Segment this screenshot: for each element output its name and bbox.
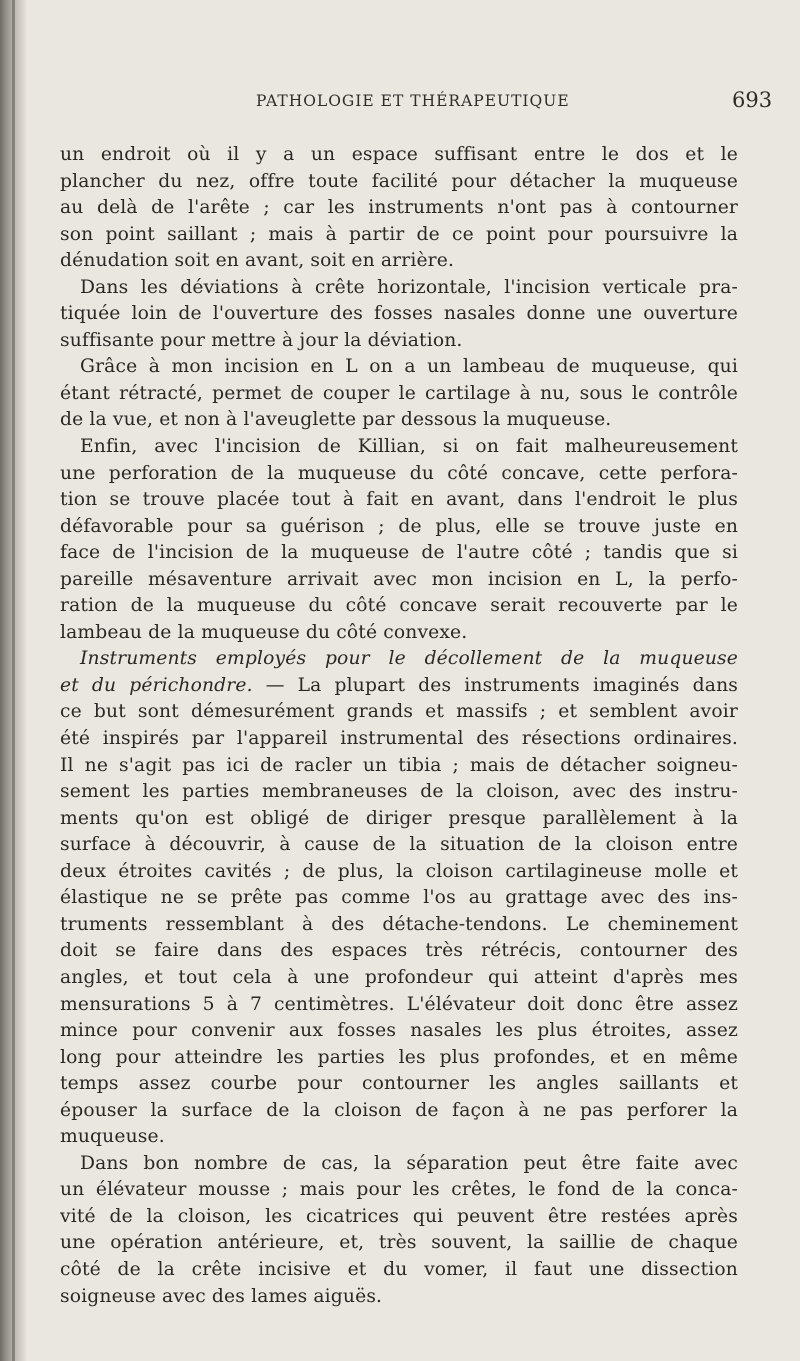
text-line: Il ne s'agit pas ici de racler un tibia ; mais de détacher soigneu- bbox=[60, 754, 738, 776]
text-line: mince pour convenir aux fosses nasales les plus étroites, assez bbox=[60, 1020, 738, 1042]
text-line: truments ressemblant à des détache-tendons. Le cheminement bbox=[60, 913, 738, 935]
text-line: un élévateur mousse ; mais pour les crêtes, le fond de la conca- bbox=[60, 1179, 738, 1201]
section-heading-line: Instruments employés pour le décollement de la muqueuse bbox=[80, 648, 738, 670]
text-line: deux étroites cavités ; de plus, la cloison cartilagineuse molle et bbox=[60, 860, 738, 882]
text-line: élastique ne se prête pas comme l'os au grattage avec des ins- bbox=[60, 887, 738, 909]
text-line: doit se faire dans des espaces très rétrécis, contourner des bbox=[60, 940, 738, 962]
paragraph-start-line: Enfin, avec l'incision de Killian, si on fait malheureusement bbox=[80, 436, 738, 458]
text-line: côté de la crête incisive et du vomer, il faut une dissection bbox=[60, 1258, 738, 1280]
text-line: son point saillant ; mais à partir de ce point pour poursuivre la bbox=[60, 223, 738, 245]
body-text bbox=[60, 142, 738, 1310]
text-line: un endroit où il y a un espace suffisant entre le dos et le bbox=[60, 144, 738, 165]
text-line: lambeau de la muqueuse du côté convexe. bbox=[60, 621, 468, 643]
paragraph-start-line: Dans bon nombre de cas, la séparation peut être faite avec bbox=[80, 1152, 738, 1174]
text-line: tion se trouve placée tout à fait en avant, dans l'endroit le plus bbox=[60, 489, 738, 511]
text-line: été inspirés par l'appareil instrumental des résections ordinaires. bbox=[60, 728, 738, 750]
text-line: plancher du nez, offre toute facilité pour détacher la muqueuse bbox=[60, 170, 738, 192]
text-line: angles, et tout cela à une profondeur qui atteint d'après mes bbox=[60, 966, 738, 988]
running-head: PATHOLOGIE ET THÉRAPEUTIQUE bbox=[256, 92, 570, 110]
text-line: de la vue, et non à l'aveuglette par dessous la muqueuse. bbox=[60, 409, 612, 431]
text-line: soigneuse avec des lames aiguës. bbox=[60, 1285, 383, 1307]
binding-edge bbox=[12, 0, 15, 1361]
text-line: surface à découvrir, à cause de la situation de la cloison entre bbox=[60, 834, 738, 856]
text-line: muqueuse. bbox=[60, 1126, 165, 1148]
text-line: ce but sont démesurément grands et massifs ; et semblent avoir bbox=[60, 701, 738, 723]
text-line bbox=[60, 673, 738, 700]
text-line: une opération antérieure, et, très souvent, la saillie de chaque bbox=[60, 1232, 738, 1254]
text-line: sement les parties membraneuses de la cloison, avec des instru- bbox=[60, 781, 738, 803]
text-line: vité de la cloison, les cicatrices qui peuvent être restées après bbox=[60, 1205, 738, 1227]
text-line: pareille mésaventure arrivait avec mon incision en L, la perfo- bbox=[60, 568, 738, 590]
text-span: — La plupart des instruments imaginés dans bbox=[252, 674, 738, 696]
text-line: suffisante pour mettre à jour la déviation. bbox=[60, 329, 463, 351]
section-heading-end: et du périchondre. bbox=[60, 674, 253, 696]
text-line: mensurations 5 à 7 centimètres. L'élévateur doit donc être assez bbox=[60, 993, 738, 1015]
text-line: long pour atteindre les parties les plus profondes, et en même bbox=[60, 1046, 738, 1068]
text-line: ments qu'on est obligé de diriger presque parallèlement à la bbox=[60, 807, 738, 829]
text-line: ration de la muqueuse du côté concave serait recouverte par le bbox=[60, 595, 738, 617]
text-line: tiquée loin de l'ouverture des fosses nasales donne une ouverture bbox=[60, 303, 738, 325]
text-line: au delà de l'arête ; car les instruments n'ont pas à contourner bbox=[60, 197, 738, 219]
text-line: temps assez courbe pour contourner les angles saillants et bbox=[60, 1073, 738, 1095]
text-line: face de l'incision de la muqueuse de l'autre côté ; tandis que si bbox=[60, 542, 738, 564]
text-line: défavorable pour sa guérison ; de plus, elle se trouve juste en bbox=[60, 515, 738, 537]
text-line: épouser la surface de la cloison de façon à ne pas perforer la bbox=[60, 1099, 738, 1121]
text-line: une perforation de la muqueuse du côté concave, cette perfora- bbox=[60, 462, 738, 484]
paragraph-start-line: Grâce à mon incision en L on a un lambeau de muqueuse, qui bbox=[80, 356, 738, 378]
text-line: dénudation soit en avant, soit en arrière. bbox=[60, 250, 455, 272]
paragraph-start-line: Dans les déviations à crête horizontale, l'incision verticale pra- bbox=[80, 276, 738, 298]
text-line: étant rétracté, permet de couper le cartilage à nu, sous le contrôle bbox=[60, 382, 738, 404]
page-number: 693 bbox=[732, 88, 773, 112]
